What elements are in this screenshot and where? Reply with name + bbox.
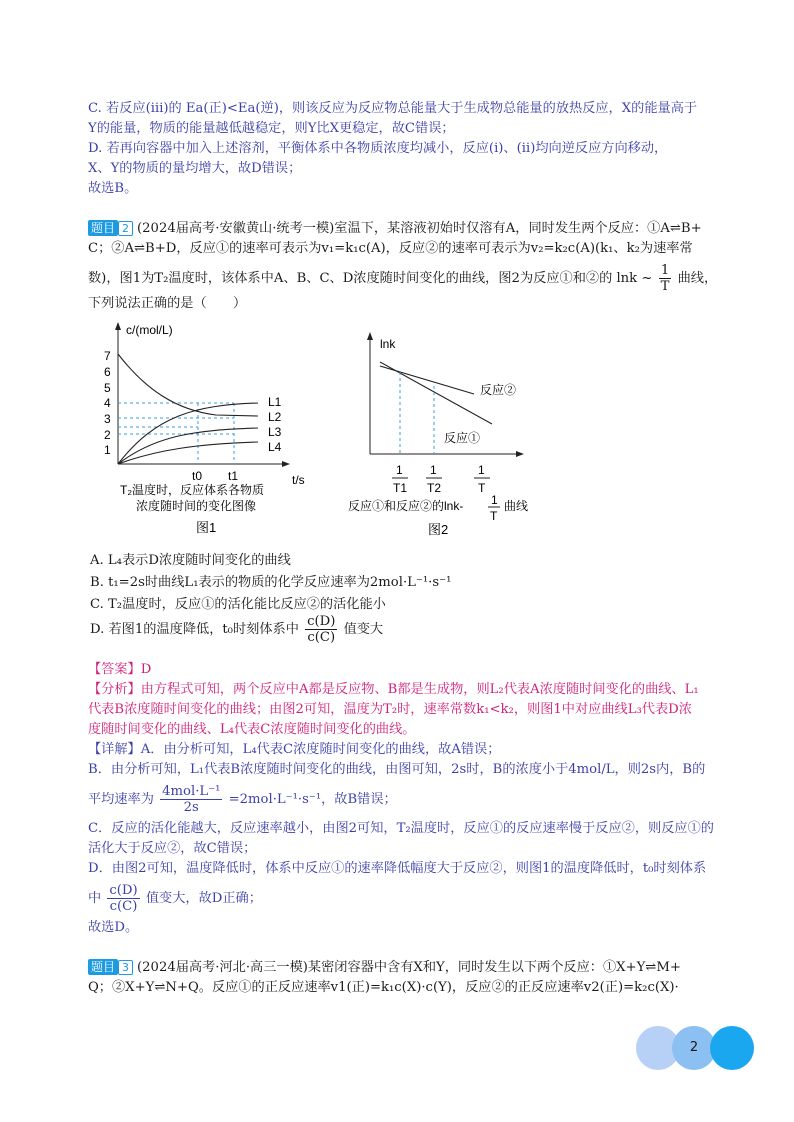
q2-line1: (2024届高考·安徽黄山·统考一模)室温下，某溶液初始时仅溶有A，同时发生两个反应：①A⇌B+: [137, 221, 702, 236]
question-tag: 题目: [88, 220, 118, 236]
analysis-line-3: 度随时间变化的曲线、L₄代表C浓度随时间变化的曲线。: [88, 722, 416, 737]
fig1-curve-label: L4: [268, 440, 282, 454]
q2-line2: C；②A⇌B+D，反应①的速率可表示为v₁=k₁c(A)，反应②的速率可表示为v₂=k₂c(A)(k₁、k₂为速率常: [88, 241, 693, 256]
fraction-1-over-t: $\frac{1}{T}$: [660, 263, 670, 294]
prev-solution: [88, 99, 728, 199]
final-choice: 故选D。: [88, 920, 139, 935]
svg-text:1: 1: [430, 463, 437, 477]
detail-line-4: C．反应的活化能越大，反应速率越小，由图2可知，T₂温度时，反应①的反应速率慢于反应②，则反应①的: [88, 821, 714, 836]
prev-line-c1: C. 若反应(ⅲ)的 Ea(正)<Ea(逆)，则该反应为反应物总能量大于生成物总能量的放热反应，X的能量高于: [88, 101, 698, 116]
analysis-line-2: 代表B浓度随时间变化的曲线；由图2可知，温度为T₂时，速率常数k₁<k₂，则图1中对应曲线L₃代表D浓: [88, 702, 692, 717]
fig2-label-reaction2: 反应②: [480, 383, 517, 397]
option-d: [90, 614, 383, 645]
prev-line-c2: Y的能量，物质的能量越低越稳定，则Y比X更稳定，故C错误；: [88, 121, 455, 136]
detail-line-1: 【详解】A．由分析可知，L₄代表C浓度随时间变化的曲线，故A错误；: [88, 742, 501, 757]
fig1-t1-label: t1: [228, 469, 239, 483]
detail-line-6: D．由图2可知，温度降低时，体系中反应①的速率降低幅度大于反应②，则图1的温度降低时，t₀时刻体系: [88, 861, 707, 876]
fig1-title: 图1: [196, 520, 217, 535]
fig1-caption-1: T₂温度时，反应体系各物质: [120, 483, 264, 497]
footer-circle-right: [710, 1026, 754, 1070]
svg-text:T1: T1: [393, 481, 408, 495]
option-b: B. t₁=2s时曲线L₁表示的物质的化学反应速率为2mol·L⁻¹·s⁻¹: [90, 575, 452, 590]
fig1-ytick: 2: [104, 428, 111, 442]
fig1-x-arrow: [282, 461, 290, 467]
detail-line-7-post: 值变大，故D正确；: [145, 891, 262, 906]
svg-text:T2: T2: [427, 481, 442, 495]
fig1-ytick: 7: [104, 349, 111, 363]
figure-1: [96, 320, 316, 540]
detail-ratio-fraction: $\frac{c(D)}{c(C)}$: [109, 883, 138, 914]
detail-line-7-pre: 中: [88, 891, 102, 906]
detail-line-5: 活化大于反应②，故C错误；: [88, 841, 257, 856]
detail-rate-fraction: $\frac{\text{4mol·L⁻¹}}{2s}$: [162, 784, 221, 815]
prev-line-d2: X、Y的物质的量均增大，故D错误；: [88, 161, 302, 176]
fig1-y-label: c/(mol/L): [126, 323, 173, 337]
fig2-title: 图2: [428, 522, 449, 537]
q3-line2: Q；②X+Y⇌N+Q。反应①的正反应速率v1(正)=k₁c(X)·c(Y)，反应②的正反应速率v2(正)=k₂c(X)·: [88, 980, 679, 995]
page-number: 2: [689, 1040, 699, 1055]
fig1-ytick: 6: [104, 365, 111, 379]
detail-line-3-pre: 平均速率为: [88, 792, 154, 807]
fig1-ytick: 1: [104, 443, 111, 457]
detail-line-3-post: =2mol·L⁻¹·s⁻¹，故B错误；: [228, 792, 397, 807]
fig1-curve-label: L3: [268, 425, 282, 439]
question-tag: 题目: [88, 959, 118, 975]
analysis-line-1: 【分析】由方程式可知，两个反应中A都是反应物、B都是生成物，则L₂代表A浓度随时间变化的曲线、L₁: [88, 682, 699, 697]
fig1-y-ticks: [104, 349, 111, 457]
q2-line3-pre: 数)，图1为T₂温度时，该体系中A、B、C、D浓度随时间变化的曲线，图2为反应①和②的 lnk ~: [88, 271, 653, 286]
q2-line3-post: 曲线，: [677, 271, 718, 286]
fig2-label-reaction1: 反应①: [444, 431, 481, 445]
fig2-caption-n: 1: [491, 493, 498, 507]
fig2-caption-d: T: [490, 509, 498, 523]
answer-label: 【答案】D: [88, 662, 152, 677]
figure-2: [340, 328, 540, 542]
option-d-fraction: $\frac{c(D)}{c(C)}$: [307, 614, 336, 645]
fig2-line-reaction1: [380, 362, 492, 424]
fig1-curve-l4: [118, 442, 258, 464]
option-c: C. T₂温度时，反应①的活化能比反应②的活化能小: [90, 597, 386, 612]
question-number: 2: [118, 221, 133, 236]
fig1-curve-label: L2: [268, 410, 282, 424]
answer-section: [88, 660, 738, 938]
fig1-ytick: 5: [104, 381, 111, 395]
fig2-x-ticks: [392, 463, 490, 495]
fig2-y-arrow: [367, 332, 373, 340]
fig1-ytick: 4: [104, 396, 111, 410]
question-2: [88, 219, 728, 314]
fig1-y-arrow: [115, 322, 121, 330]
prev-line-choice: 故选B。: [88, 181, 138, 196]
svg-text:1: 1: [478, 463, 485, 477]
fig1-x-label: t/s: [292, 473, 305, 487]
fig1-curve-label: L1: [268, 395, 282, 409]
fig2-y-label: lnk: [380, 337, 396, 351]
fig2-caption-pre: 反应①和反应②的lnk-: [348, 499, 464, 513]
fig1-guides: [118, 403, 234, 464]
detail-line-2: B．由分析可知，L₁代表B浓度随时间变化的曲线，由图可知，2s时，B的浓度小于4mol/L，则2s内，B的: [88, 762, 706, 777]
fig1-curve-l2: [118, 354, 258, 416]
question-number: 3: [118, 960, 133, 975]
fig2-x-arrow: [516, 451, 524, 457]
option-a: A. L₄表示D浓度随时间变化的曲线: [90, 553, 291, 568]
q3-line1: (2024届高考·河北·高三一模)某密闭容器中含有X和Y，同时发生以下两个反应：①X+Y⇌M+: [137, 960, 681, 975]
option-d-pre: D. 若图1的温度降低，t₀时刻体系中: [90, 622, 299, 637]
fig1-t0-label: t0: [192, 469, 203, 483]
svg-text:1: 1: [396, 463, 403, 477]
fig2-caption-post: 曲线: [504, 499, 529, 513]
fig1-curve-l3: [118, 428, 258, 464]
page-footer: [636, 1026, 756, 1070]
option-d-post: 值变大: [343, 622, 384, 637]
svg-text:T: T: [478, 481, 486, 495]
question-3: [88, 958, 728, 998]
prev-line-d1: D. 若再向容器中加入上述溶剂，平衡体系中各物质浓度均减小，反应(ⅰ)、(ⅱ)均向逆反应方向移动，: [88, 141, 668, 156]
fig1-caption-2: 浓度随时间的变化图像: [136, 499, 257, 513]
q2-line4: 下列说法正确的是（ ）: [88, 296, 247, 311]
fig1-ytick: 3: [104, 412, 111, 426]
fig2-guides: [400, 372, 434, 454]
